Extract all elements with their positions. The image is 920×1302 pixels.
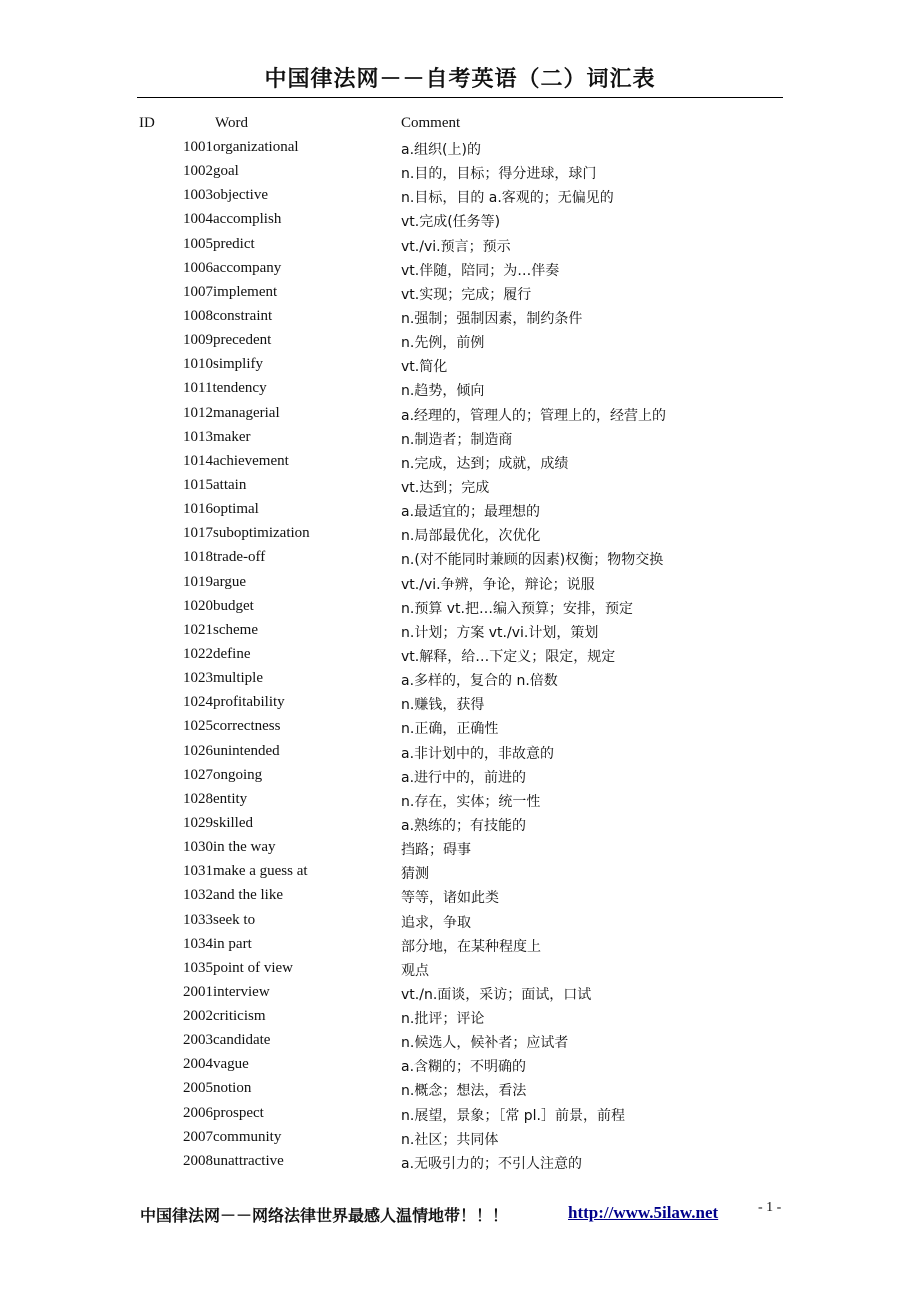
word-entry: 2005notion <box>183 1080 252 1097</box>
word-entry: 1011tendency <box>183 380 267 397</box>
word-entry: 1034in part <box>183 935 252 952</box>
table-row <box>0 356 920 380</box>
table-row <box>0 308 920 332</box>
page-number: - 1 - <box>758 1200 782 1215</box>
word-comment: a.非计划中的，非故意的 <box>401 745 555 762</box>
table-row <box>0 284 920 308</box>
table-row <box>0 1080 920 1104</box>
word-entry: 1025correctness <box>183 718 281 735</box>
word-comment: vt.简化 <box>401 359 448 376</box>
table-row <box>0 1129 920 1153</box>
word-comment: 等等，诸如此类 <box>401 890 499 907</box>
table-row <box>0 405 920 429</box>
word-entry: 1033seek to <box>183 911 256 928</box>
word-comment: a.组织(上)的 <box>401 142 481 158</box>
word-comment: a.含糊的；不明确的 <box>401 1059 527 1076</box>
footer-link[interactable]: http://www.5ilaw.net <box>568 1203 719 1222</box>
table-row <box>0 236 920 260</box>
table-row <box>0 984 920 1008</box>
word-entry: 1029skilled <box>183 814 253 831</box>
word-entry: 1035point of view <box>183 959 293 976</box>
table-row <box>0 549 920 573</box>
word-comment: a.熟练的；有技能的 <box>401 817 527 834</box>
word-entry: 1014achievement <box>183 452 289 469</box>
word-comment: a.进行中的，前进的 <box>401 769 527 786</box>
word-entry: 1032and the like <box>183 887 283 904</box>
word-comment: vt.伴随，陪同；为…伴奏 <box>401 262 560 279</box>
word-comment: n.目标，目的 a.客观的；无偏见的 <box>401 190 614 207</box>
word-comment: vt.解释，给…下定义；限定，规定 <box>401 648 616 665</box>
word-entry: 1004accomplish <box>183 211 282 228</box>
word-comment: n.(对不能同时兼顾的因素)权衡；物物交换 <box>401 552 664 569</box>
word-comment: vt./vi.争辨，争论，辩论；说服 <box>401 576 595 593</box>
word-entry: 1021scheme <box>183 621 258 638</box>
table-header <box>0 115 920 135</box>
table-row <box>0 646 920 670</box>
word-comment: n.展望，景象；［常 pl.］前景，前程 <box>401 1107 625 1124</box>
word-comment: a.无吸引力的；不引人注意的 <box>401 1155 583 1172</box>
word-entry: 1020budget <box>183 597 254 614</box>
page-footer <box>0 1200 920 1230</box>
word-entry: 2001interview <box>183 983 270 1000</box>
table-row <box>0 1056 920 1080</box>
table-row <box>0 743 920 767</box>
word-entry: 1007implement <box>183 283 278 300</box>
word-comment: n.趋势，倾向 <box>401 383 485 400</box>
table-row <box>0 887 920 911</box>
table-row <box>0 525 920 549</box>
word-comment: 部分地，在某种程度上 <box>401 938 541 955</box>
word-comment: n.先例，前例 <box>401 335 485 352</box>
table-row <box>0 211 920 235</box>
table-row <box>0 960 920 984</box>
table-row <box>0 912 920 936</box>
table-row <box>0 163 920 187</box>
word-entry: 1009precedent <box>183 332 272 349</box>
table-row <box>0 380 920 404</box>
table-row <box>0 670 920 694</box>
word-entry: 2008unattractive <box>183 1152 284 1169</box>
word-comment: vt./n.面谈，采访；面试，口试 <box>401 986 592 1003</box>
table-row <box>0 815 920 839</box>
word-entry: 1010simplify <box>183 356 264 373</box>
table-row <box>0 429 920 453</box>
word-comment: vt./vi.预言；预示 <box>401 238 511 255</box>
footer-text: 中国律法网－－网络法律世界最感人温情地带！！！ <box>140 1206 509 1225</box>
table-row <box>0 260 920 284</box>
header-word: Word <box>215 115 248 131</box>
word-comment: n.正确，正确性 <box>401 721 499 738</box>
word-entry: 1002goal <box>183 163 239 180</box>
word-entry: 2007community <box>183 1128 282 1145</box>
word-entry: 2003candidate <box>183 1032 271 1049</box>
table-row <box>0 332 920 356</box>
table-row <box>0 622 920 646</box>
header-comment: Comment <box>401 115 461 131</box>
word-comment: n.局部最优化，次优化 <box>401 528 541 545</box>
word-comment: n.完成，达到；成就，成绩 <box>401 455 569 472</box>
table-row <box>0 574 920 598</box>
word-comment: n.强制；强制因素，制约条件 <box>401 310 583 327</box>
title-divider <box>137 97 783 98</box>
word-comment: 挡路；碍事 <box>401 842 471 859</box>
word-comment: 观点 <box>401 962 429 979</box>
word-comment: n.候选人，候补者；应试者 <box>401 1035 569 1052</box>
word-comment: n.概念；想法，看法 <box>401 1083 527 1100</box>
table-row <box>0 187 920 211</box>
word-entry: 1017suboptimization <box>183 525 310 542</box>
table-row <box>0 1008 920 1032</box>
word-comment: n.赚钱，获得 <box>401 697 485 714</box>
word-entry: 2004vague <box>183 1056 249 1073</box>
table-row <box>0 718 920 742</box>
word-entry: 1001organizational <box>183 139 299 155</box>
word-entry: 2002criticism <box>183 1008 266 1025</box>
word-entry: 1013maker <box>183 428 251 445</box>
word-entry: 1022define <box>183 645 251 662</box>
vocabulary-table <box>0 139 920 1177</box>
word-entry: 1012managerial <box>183 404 280 421</box>
word-comment: n.预算 vt.把…编入预算；安排，预定 <box>401 600 633 617</box>
table-row <box>0 1032 920 1056</box>
word-comment: a.多样的，复合的 n.倍数 <box>401 673 558 690</box>
word-entry: 1019argue <box>183 573 247 590</box>
table-row <box>0 1153 920 1177</box>
word-comment: n.计划；方案 vt./vi.计划，策划 <box>401 624 599 641</box>
word-entry: 1030in the way <box>183 839 276 856</box>
table-row <box>0 139 920 163</box>
table-row <box>0 501 920 525</box>
table-row <box>0 791 920 815</box>
table-row <box>0 863 920 887</box>
table-row <box>0 598 920 622</box>
table-row <box>0 936 920 960</box>
word-entry: 1003objective <box>183 187 268 204</box>
word-comment: vt.实现；完成；履行 <box>401 286 532 303</box>
word-comment: n.存在，实体；统一性 <box>401 793 541 810</box>
word-entry: 1024profitability <box>183 694 285 711</box>
word-comment: n.目的，目标；得分进球，球门 <box>401 166 597 183</box>
table-row <box>0 453 920 477</box>
table-row <box>0 1105 920 1129</box>
table-row <box>0 767 920 791</box>
word-entry: 1031make a guess at <box>183 863 308 880</box>
word-entry: 1016optimal <box>183 501 259 518</box>
word-entry: 1005predict <box>183 235 255 252</box>
word-comment: vt.完成(任务等) <box>401 214 501 231</box>
word-entry: 1026unintended <box>183 742 280 759</box>
word-comment: n.制造者；制造商 <box>401 431 513 448</box>
word-entry: 1027ongoing <box>183 766 263 783</box>
word-entry: 1008constraint <box>183 307 273 324</box>
word-entry: 1015attain <box>183 476 247 493</box>
word-comment: a.最适宜的；最理想的 <box>401 504 541 521</box>
word-entry: 1028entity <box>183 790 248 807</box>
table-row <box>0 839 920 863</box>
header-id: ID <box>139 115 155 131</box>
word-entry: 1018trade-off <box>183 549 266 566</box>
word-comment: a.经理的，管理人的；管理上的，经营上的 <box>401 407 667 424</box>
word-entry: 1023multiple <box>183 670 263 687</box>
word-entry: 1006accompany <box>183 259 282 276</box>
word-comment: 追求，争取 <box>401 914 471 931</box>
word-comment: n.批评；评论 <box>401 1011 485 1028</box>
word-comment: 猜测 <box>401 866 429 883</box>
table-row <box>0 477 920 501</box>
word-comment: n.社区；共同体 <box>401 1131 499 1148</box>
word-comment: vt.达到；完成 <box>401 479 490 496</box>
table-row <box>0 694 920 718</box>
page-title: 中国律法网－－自考英语（二）词汇表 <box>264 67 656 92</box>
word-entry: 2006prospect <box>183 1104 264 1121</box>
